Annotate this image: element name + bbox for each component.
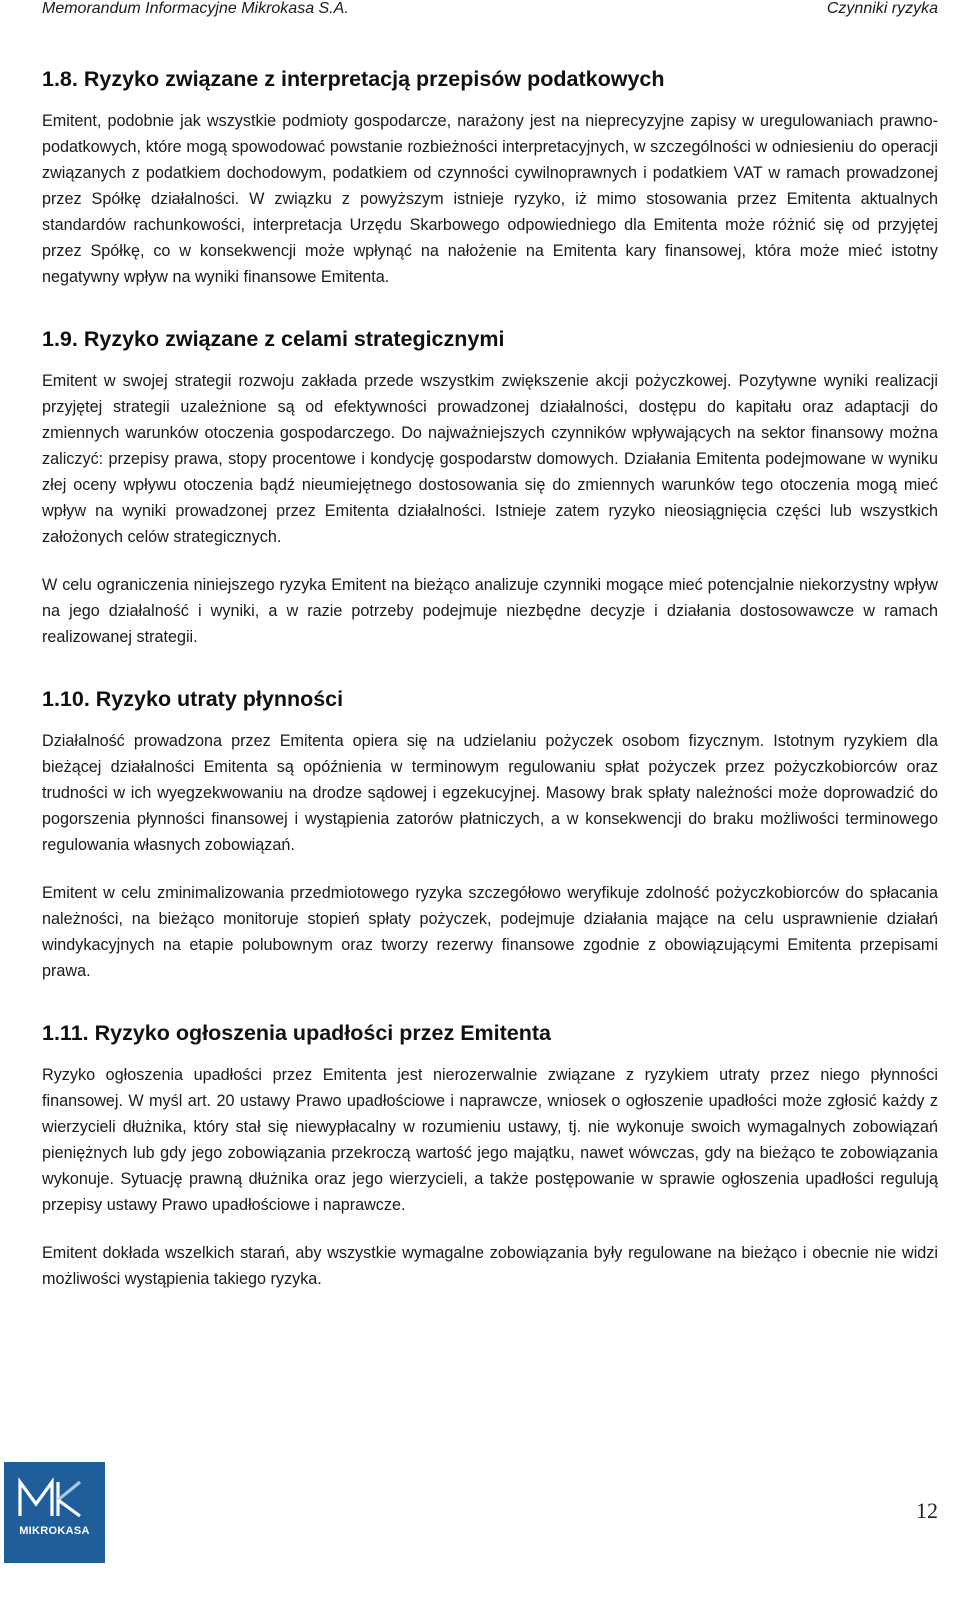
section-1-9 — [42, 324, 938, 650]
page-number: 12 — [916, 1498, 938, 1523]
section-1-10 — [42, 684, 938, 984]
paragraph: Emitent dokłada wszelkich starań, aby wszystkie wymagalne zobowiązania były regulowane na bieżąco i obecnie nie widzi możliwości wystąpienia takiego ryzyka. — [42, 1244, 938, 1288]
section-1-8 — [42, 64, 938, 290]
section-1-11 — [42, 1018, 938, 1292]
paragraph: Emitent w swojej strategii rozwoju zakłada przede wszystkim zwiększenie akcji pożyczkowej. Pozytywne wyniki realizacji przyjętej strategii uzależnione są od efektywności prowadzonej działalności, dostępu do kapitału oraz adaptacji do zmiennych warunków otoczenia gospodarczego. Do najważniejszych czynników wpływających na sektor finansowy można zaliczyć: przepisy prawa, stopy procentowe i kondycję gospodarstw domowych. Działania Emitenta podejmowane w wyniku złej oceny wpływu otoczenia bądź nieumiejętnego dostosowania się do zmiennych warunków tego otoczenia mogą mieć wpływ na wyniki prowadzonej przez Emitenta działalności. Istnieje zatem ryzyko nieosiągnięcia części lub wszystkich założonych celów strategicznych. — [42, 372, 938, 546]
mikrokasa-logo — [4, 1462, 105, 1563]
section-heading: 1.9. Ryzyko związane z celami strategicznymi — [42, 327, 505, 351]
mk-monogram-icon — [14, 1476, 95, 1520]
paragraph: Działalność prowadzona przez Emitenta opiera się na udzielaniu pożyczek osobom fizycznym. Istotnym ryzykiem dla bieżącej działalności Emitenta są opóźnienia w terminowym regulowaniu spłat pożyczek przez pożyczkobiorców oraz trudności w ich wyegzekwowaniu na drodze sądowej i egzekucyjnej. Masowy brak spłaty należności może doprowadzić do pogorszenia płynności finansowej i wystąpienia zatorów płatniczych, a w konsekwencji do braku możliwości terminowego regulowania własnych zobowiązań. — [42, 732, 938, 854]
page-header — [42, 0, 938, 28]
section-heading: 1.10. Ryzyko utraty płynności — [42, 687, 344, 711]
paragraph: Ryzyko ogłoszenia upadłości przez Emitenta jest nierozerwalnie związane z ryzykiem utraty przez niego płynności finansowej. W myśl art. 20 ustawy Prawo upadłościowe i naprawcze, wniosek o ogłoszenie upadłości może zgłosić każdy z wierzycieli dłużnika, który stał się niewypłacalny w rozumieniu ustawy, tj. nie wykonuje swoich wymagalnych zobowiązań pieniężnych lub gdy jego zobowiązania przekroczą wartość jego majątku, nawet wówczas, gdy na bieżąco te zobowiązania wykonuje. Sytuację prawną dłużnika oraz jego wierzycieli, a także postępowanie w sprawie ogłoszenia upadłości regulują przepisy ustawy Prawo upadłościowe i naprawcze. — [42, 1066, 938, 1214]
section-heading: 1.8. Ryzyko związane z interpretacją przepisów podatkowych — [42, 67, 665, 91]
document-body — [42, 64, 938, 1314]
paragraph: Emitent w celu zminimalizowania przedmiotowego ryzyka szczegółowo weryfikuje zdolność pożyczkobiorców do spłacania należności, na bieżąco monitoruje stopień spłaty pożyczek, podejmuje działania mające na celu usprawnienie działań windykacyjnych na etapie polubownym oraz tworzy rezerwy finansowe zgodnie z obowiązującymi Emitenta przepisami prawa. — [42, 884, 938, 980]
section-heading: 1.11. Ryzyko ogłoszenia upadłości przez Emitenta — [42, 1021, 551, 1045]
paragraph: Emitent, podobnie jak wszystkie podmioty gospodarcze, narażony jest na nieprecyzyjne zapisy w uregulowaniach prawno-podatkowych, które mogą spowodować powstanie rozbieżności interpretacyjnych, w szczególności w odniesieniu do operacji związanych z podatkiem dochodowym, podatkiem od czynności cywilnoprawnych i podatkiem VAT w ramach prowadzonej przez Spółkę działalności. W związku z powyższym istnieje ryzyko, iż mimo stosowania przez Emitenta aktualnych standardów rachunkowości, interpretacja Urzędu Skarbowego odpowiedniego dla Emitenta może różnić się od przyjętej przez Spółkę, co w konsekwencji może wpłynąć na nałożenie na Emitenta kary finansowej, która może mieć istotny negatywny wpływ na wyniki finansowe Emitenta. — [42, 112, 938, 286]
header-chapter-title: Czynniki ryzyka — [826, 0, 938, 17]
header-document-title: Memorandum Informacyjne Mikrokasa S.A. — [42, 0, 349, 17]
logo-wordmark: MIKROKASA — [19, 1525, 90, 1537]
paragraph: W celu ograniczenia niniejszego ryzyka Emitent na bieżąco analizuje czynniki mogące mieć potencjalnie niekorzystny wpływ na jego działalność i wyniki, a w razie potrzeby podejmuje niezbędne decyzje i działania dostosowawcze w ramach realizowanej strategii. — [42, 576, 938, 646]
